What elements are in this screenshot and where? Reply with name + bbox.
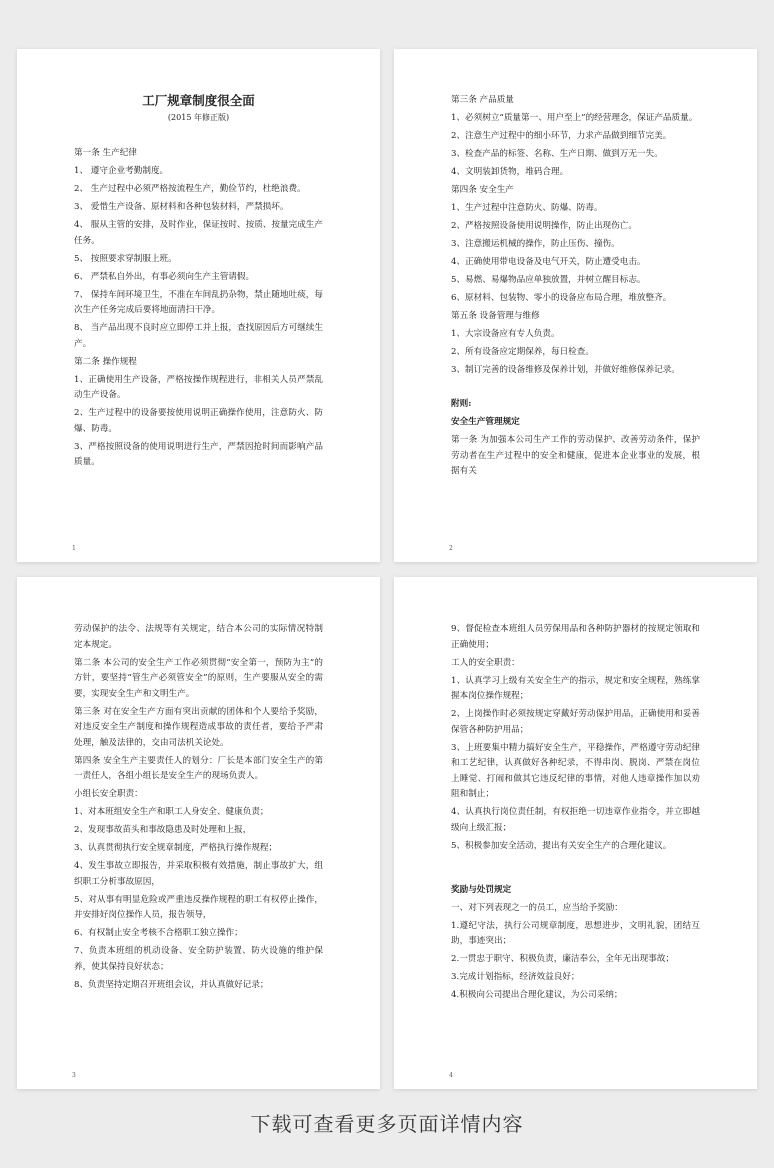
section-heading: 第三条 产品质量 — [451, 95, 514, 105]
document-title: 工厂规章制度很全面 — [142, 93, 255, 108]
paragraph: 3、注意搬运机械的操作，防止压伤、撞伤。 — [451, 239, 620, 249]
paragraph: 6、 严禁私自外出，有事必须向生产主管请假。 — [74, 271, 255, 282]
paragraph: 第三条 对在安全生产方面有突出贡献的团体和个人要给予奖励，对违反安全生产制度和操作规程造成事故的责任者，要给予严肃处理，触及法律的，交由司法机关论处。 — [74, 706, 323, 748]
paragraph: 一、对下列表现之一的员工，应当给予奖励： — [451, 902, 623, 913]
appendix-heading: 附则: — [451, 399, 472, 409]
page-content — [74, 92, 323, 473]
section-heading: 第五条 设备管理与维修 — [451, 311, 540, 321]
paragraph: 3、认真贯彻执行安全规章制度，严格执行操作规程； — [74, 843, 278, 853]
paragraph: 4、认真执行岗位责任制，有权拒绝一切违章作业指令，并立即越级向上级汇报； — [451, 807, 700, 833]
reward-section-title: 奖励与处罚规定 — [451, 884, 512, 895]
paragraph: 9、督促检查本班组人员劳保用品和各种防护器材的按规定领取和正确使用； — [451, 624, 700, 650]
document-page-1 — [17, 49, 380, 562]
paragraph: 3、检查产品的标签、名称、生产日期、做到万无一失。 — [451, 149, 663, 159]
paragraph: 4、文明装卸货物，堆码合理。 — [451, 167, 569, 177]
paragraph: 1、 遵守企业考勤制度。 — [74, 166, 169, 176]
page-content — [451, 93, 700, 482]
paragraph: 2、注意生产过程中的细小环节，力求产品做到细节完美。 — [451, 131, 672, 141]
paragraph: 4、发生事故立即报告，并采取积极有效措施，制止事故扩大，组织职工分析事故原因， — [74, 861, 323, 887]
paragraph: 6、原材料、包装物、零小的设备应布局合理，堆放整齐。 — [451, 293, 672, 303]
page-number: 1 — [72, 545, 76, 552]
paragraph: 3、 爱惜生产设备、原材料和各种包装材料，严禁损坏。 — [74, 202, 289, 212]
paragraph: 2、 生产过程中必须严格按流程生产，勤俭节约，杜绝浪费。 — [74, 184, 306, 194]
paragraph: 3、上班要集中精力搞好安全生产，平稳操作，严格遵守劳动纪律和工艺纪律，认真做好各种纪录，不得串岗、脱岗、严禁在岗位上睡觉、打闹和做其它违反纪律的事情，对他人违章操作加以劝阻和制止； — [451, 742, 700, 799]
page-content — [451, 622, 700, 1006]
paragraph: 5、 按照要求穿制服上班。 — [74, 253, 177, 264]
paragraph: 劳动保护的法令、法规等有关规定，结合本公司的实际情况特制定本规定。 — [74, 624, 323, 650]
paragraph: 2、上岗操作时必须按规定穿戴好劳动保护用品，正确使用和妥善保管各种防护用品； — [451, 709, 700, 735]
paragraph: 7、负责本班组的机动设备、安全防护装置、防火设施的维护保养，使其保持良好状态； — [74, 946, 323, 972]
paragraph: 2、严格按照设备使用说明操作，防止出现伤亡。 — [451, 221, 637, 231]
page-content — [74, 622, 323, 996]
paragraph: 4、 服从主管的安排，及时作业，保证按时、按质、按量完成生产任务。 — [74, 220, 323, 246]
paragraph: 第二条 本公司的安全生产工作必须贯彻“安全第一，预防为主”的方针，要坚持“管生产必须管安全”的原则，生产要服从安全的需要，实现安全生产和文明生产。 — [74, 657, 323, 699]
paragraph: 2、所有设备应定期保养，每日检查。 — [451, 347, 594, 357]
section-heading: 第二条 操作规程 — [74, 356, 137, 367]
paragraph: 2、发现事故苗头和事故隐患及时处理和上报， — [74, 825, 252, 835]
paragraph: 1、必须树立“质量第一、用户至上”的经营理念，保证产品质量。 — [451, 113, 698, 123]
paragraph: 8、负责坚持定期召开班组会议，并认真做好记录； — [74, 979, 269, 990]
appendix-title: 安全生产管理规定 — [451, 417, 520, 427]
paragraph: 8、 当产品出现不良时应立即停工并上报，查找原因后方可继续生产。 — [74, 323, 323, 349]
paragraph: 5、积极参加安全活动，提出有关安全生产的合理化建议。 — [451, 840, 672, 851]
paragraph: 1、生产过程中注意防火、防爆、防毒。 — [451, 203, 603, 213]
section-heading: 第四条 安全生产 — [451, 185, 514, 195]
paragraph: 4.积极向公司提出合理化建议，为公司采纳； — [451, 990, 623, 1000]
document-page-4 — [394, 577, 757, 1089]
paragraph: 7、 保持车间环境卫生，不准在车间乱扔杂物，禁止随地吐痰，每次生产任务完成后要将地面清扫干净。 — [74, 289, 323, 315]
paragraph: 2、生产过程中的设备要按使用说明正确操作使用，注意防火、防爆、防毒。 — [74, 408, 323, 434]
paragraph: 2.一贯忠于职守、积极负责，廉洁奉公，全年无出现事故； — [451, 954, 675, 964]
paragraph: 5、对从事有明显危险或严重违反操作规程的职工有权停止操作，并安排好岗位操作人员，报告领导， — [74, 894, 323, 920]
paragraph: 1、对本班组安全生产和职工人身安全、健康负责； — [74, 807, 269, 817]
paragraph: 5、易燃、易爆物品应单独放置，并树立醒目标志。 — [451, 275, 646, 285]
paragraph: 3、制订完善的设备维修及保养计划，并做好维修保养记录。 — [451, 365, 680, 375]
paragraph: 1、认真学习上级有关安全生产的指示，规定和安全规程，熟练掌握本岗位操作规程； — [451, 675, 700, 701]
paragraph: 第一条 为加强本公司生产工作的劳动保护、改善劳动条件，保护劳动者在生产过程中的安全和健康，促进本企业事业的发展，根据有关 — [451, 435, 700, 476]
section-heading: 小组长安全职责： — [74, 789, 143, 799]
page-number: 2 — [449, 545, 453, 552]
page-number: 3 — [72, 1072, 76, 1079]
paragraph: 1.遵纪守法，执行公司规章制度，思想进步，文明礼貌，团结互助，事迹突出； — [451, 920, 700, 946]
paragraph: 3.完成计划指标，经济效益良好； — [451, 972, 580, 982]
paragraph: 4、正确使用带电设备及电气开关，防止遭受电击。 — [451, 257, 646, 267]
paragraph: 第四条 安全生产主要责任人的划分：厂长是本部门安全生产的第一责任人，各组小组长是安全生产的现场负责人。 — [74, 755, 323, 781]
paragraph: 3、严格按照设备的使用说明进行生产，严禁因抢时间而影响产品质量。 — [74, 441, 323, 467]
section-heading: 工人的安全职责： — [451, 657, 520, 668]
section-heading: 第一条 生产纪律 — [74, 148, 137, 158]
document-page-2 — [394, 49, 757, 562]
page-number: 4 — [449, 1072, 453, 1079]
paragraph: 1、正确使用生产设备，严格按操作规程进行，非相关人员严禁乱动生产设备。 — [74, 374, 323, 400]
paragraph: 6、有权制止安全考核不合格职工独立操作； — [74, 928, 243, 938]
paragraph: 1、大宗设备应有专人负责。 — [451, 329, 560, 339]
document-subtitle: (2015 年修正版) — [167, 113, 230, 122]
document-page-3 — [17, 577, 380, 1089]
download-prompt-text: 下载可查看更多页面详情内容 — [250, 1112, 524, 1136]
